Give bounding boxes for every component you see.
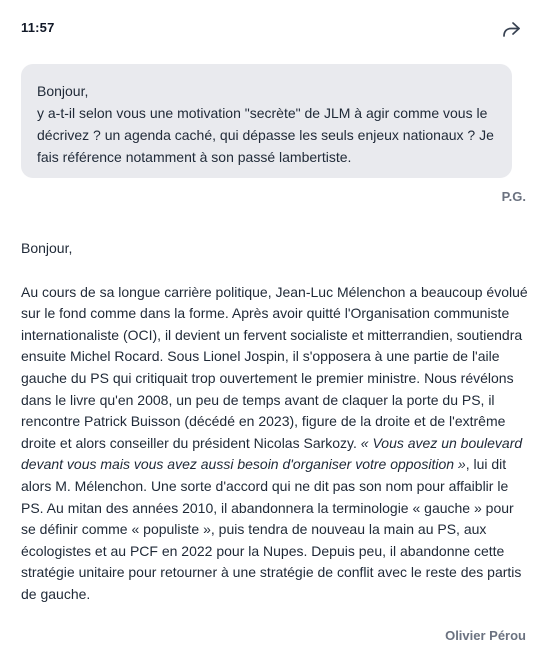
question-author: P.G.: [501, 189, 526, 204]
question-greeting: Bonjour,: [37, 83, 89, 99]
journalist-answer: [21, 238, 531, 606]
answer-greeting: Bonjour,: [21, 240, 73, 256]
timestamp: 11:57: [21, 20, 55, 35]
answer-author: Olivier Pérou: [445, 628, 526, 643]
share-arrow-icon[interactable]: [500, 18, 522, 40]
question-text: y a-t-il selon vous une motivation "secrète" de JLM à agir comme vous le décrivez ? un agenda caché, qui dépasse les seuls enjeux nationaux ? Je fais référence notamment à son passé lambertiste.: [37, 105, 494, 165]
answer-quote: « Vous avez un boulevard devant vous mais vous avez aussi besoin d'organiser votre opposition »: [21, 434, 523, 473]
reader-question-bubble: [21, 64, 512, 178]
answer-text-part-2: , lui dit alors M. Mélenchon. Une sorte d'accord qui ne dit pas son nom pour affaiblir le PS. Au mitan des années 2010, il abandonnera la terminologie « gauche » pour se définir comme « populiste », puis tendra de nouveau la main au PS, aux écologistes et au PCF en 2022 pour la Nupes. Depuis peu, il abandonne cette stratégie unitaire pour retourner à une stratégie de conflit avec le reste des partis de gauche.: [21, 456, 522, 602]
answer-body: [21, 282, 531, 606]
answer-text-part-1: Au cours de sa longue carrière politique, Jean-Luc Mélenchon a beaucoup évolué sur le fond comme dans la forme. Après avoir quitté l'Organisation communiste internationaliste (OCI), il devient un fervent socialiste et mitterrandien, soutiendra ensuite Michel Rocard. Sous Lionel Jospin, il s'opposera à une partie de l'aile gauche du PS qui critiquait trop ouvertement le premier ministre. Nous révélons dans le livre qu'en 2008, un peu de temps avant de claquer la porte du PS, il rencontre Patrick Buisson (décédé en 2023), figure de la droite et de l'extrême droite et alors conseiller du président Nicolas Sarkozy.: [21, 283, 528, 451]
top-bar: [0, 0, 542, 56]
